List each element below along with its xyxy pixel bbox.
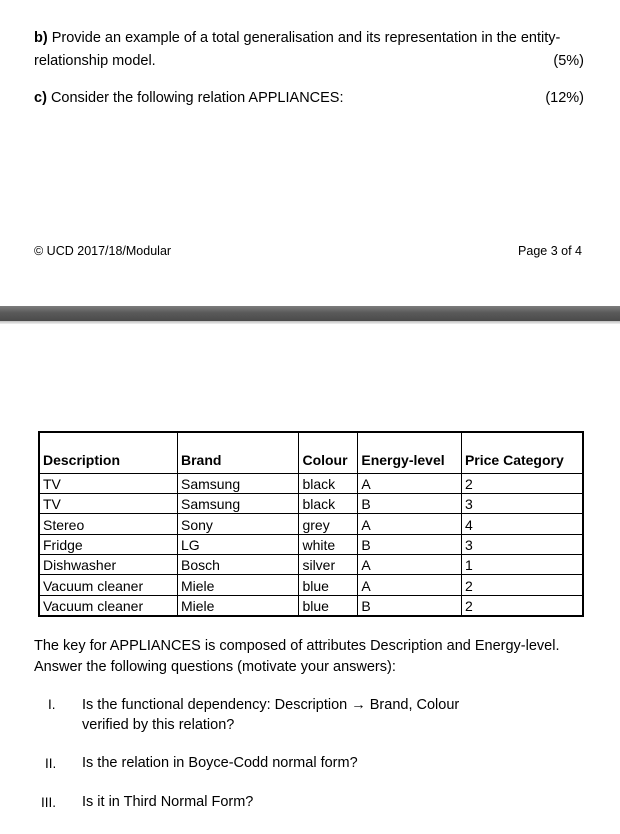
table-row	[39, 493, 583, 513]
cell-brand: LG	[177, 534, 298, 554]
cell-price-category: 3	[461, 493, 583, 513]
cell-price-category: 3	[461, 534, 583, 554]
question-b-text: Provide an example of a total generalisation and its representation in the entity-	[51, 30, 561, 46]
cell-price-category: 2	[461, 595, 583, 615]
table-header-row	[39, 432, 583, 473]
cell-colour: white	[299, 534, 358, 554]
cell-description: Dishwasher	[39, 555, 177, 575]
question-b-line2: relationship model.	[34, 53, 156, 69]
cell-energy-level: A	[358, 514, 462, 534]
question-b-line1	[34, 28, 560, 48]
table-row	[39, 575, 583, 595]
key-text-line1: The key for APPLIANCES is composed of attributes Description and Energy-level.	[34, 638, 560, 654]
cell-price-category: 2	[461, 473, 583, 493]
cell-brand: Sony	[177, 514, 298, 534]
table-row	[39, 555, 583, 575]
cell-energy-level: B	[358, 595, 462, 615]
cell-energy-level: B	[358, 493, 462, 513]
table-row	[39, 473, 583, 493]
question-c	[34, 88, 344, 108]
cell-colour: blue	[299, 575, 358, 595]
cell-colour: silver	[299, 555, 358, 575]
key-text-line2: Answer the following questions (motivate your answers):	[34, 659, 396, 675]
sub-question-1-line2: verified by this relation?	[82, 717, 235, 733]
header-brand: Brand	[177, 432, 298, 473]
cell-price-category: 4	[461, 514, 583, 534]
sub-question-3-text: Is it in Third Normal Form?	[82, 794, 254, 810]
header-colour: Colour	[299, 432, 358, 473]
cell-description: Vacuum cleaner	[39, 575, 177, 595]
header-description: Description	[39, 432, 177, 473]
sub-question-2-text: Is the relation in Boyce-Codd normal form?	[82, 755, 358, 771]
question-b-marks: (5%)	[553, 53, 584, 69]
cell-description: Fridge	[39, 534, 177, 554]
question-c-text: Consider the following relation APPLIANCES:	[50, 90, 344, 106]
cell-energy-level: A	[358, 575, 462, 595]
header-price-category: Price Category	[461, 432, 583, 473]
table-row	[39, 595, 583, 615]
cell-energy-level: B	[358, 534, 462, 554]
cell-energy-level: A	[358, 473, 462, 493]
cell-description: Vacuum cleaner	[39, 595, 177, 615]
page-divider	[0, 306, 620, 321]
cell-description: TV	[39, 473, 177, 493]
cell-colour: black	[299, 493, 358, 513]
footer-copyright: © UCD 2017/18/Modular	[34, 244, 172, 258]
sub-question-1-line1: Is the functional dependency: Description → Brand, Colour	[82, 697, 460, 713]
question-c-marks: (12%)	[545, 90, 584, 106]
cell-energy-level: A	[358, 555, 462, 575]
sub-question-2-number: II.	[45, 756, 57, 771]
cell-description: TV	[39, 493, 177, 513]
sub-question-3-number: III.	[41, 795, 57, 810]
header-energy-level: Energy-level	[358, 432, 462, 473]
cell-brand: Samsung	[177, 493, 298, 513]
table-row	[39, 534, 583, 554]
question-b-label: b)	[34, 30, 48, 46]
cell-description: Stereo	[39, 514, 177, 534]
cell-price-category: 2	[461, 575, 583, 595]
clipped-previous-line	[0, 0, 620, 10]
footer-page-number: Page 3 of 4	[518, 244, 582, 258]
cell-brand: Miele	[177, 575, 298, 595]
appliances-table	[38, 431, 584, 617]
question-c-label: c)	[34, 90, 47, 106]
cell-colour: grey	[299, 514, 358, 534]
sub-question-1-number: I.	[48, 697, 56, 712]
cell-price-category: 1	[461, 555, 583, 575]
cell-brand: Miele	[177, 595, 298, 615]
cell-colour: blue	[299, 595, 358, 615]
table-row	[39, 514, 583, 534]
cell-colour: black	[299, 473, 358, 493]
cell-brand: Samsung	[177, 473, 298, 493]
cell-brand: Bosch	[177, 555, 298, 575]
